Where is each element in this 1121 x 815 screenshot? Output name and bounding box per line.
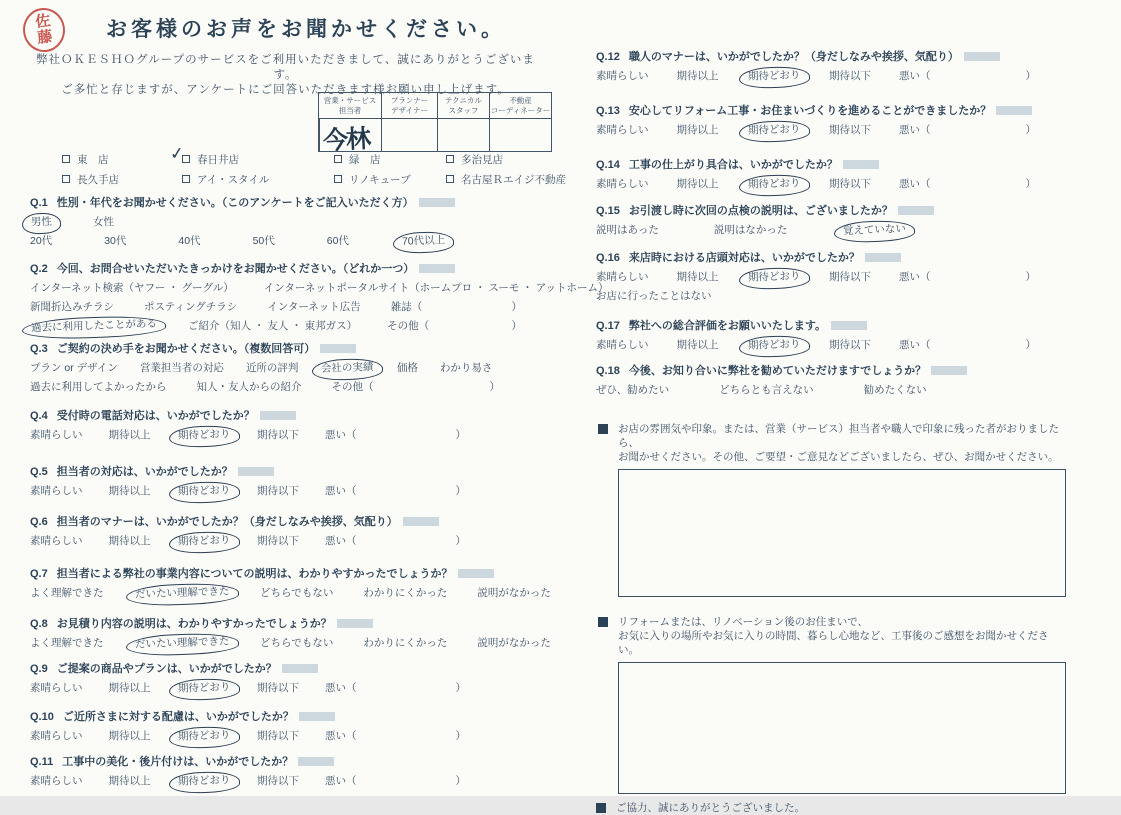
question-text: 性別・年代をお聞かせください。（このアンケートをご記入いただく方） <box>57 197 455 209</box>
option-row <box>596 383 1068 398</box>
option-circled: 期待どおり <box>738 66 809 89</box>
option: 期待以上 <box>676 271 719 283</box>
option-circled: だいたい理解できた <box>125 582 238 607</box>
option: ） <box>455 429 466 441</box>
option: 期待以下 <box>829 124 871 136</box>
option-row <box>30 774 466 789</box>
option-circled: 期待どおり <box>738 120 809 143</box>
option-row <box>596 289 1068 304</box>
staff-col-sales: 営業・サービス 担当者 <box>323 96 377 115</box>
option-row <box>30 215 545 230</box>
option: 期待以下 <box>829 271 871 283</box>
option: ） <box>455 485 466 497</box>
question-number: Q.5 <box>30 466 48 478</box>
store-option <box>168 143 334 167</box>
option: プラン or デザイン <box>30 362 118 374</box>
option: 素晴らしい <box>30 485 83 497</box>
question-number: Q.17 <box>596 320 620 332</box>
option: 20代 <box>30 235 53 247</box>
checkbox-icon <box>62 175 70 183</box>
option-row <box>596 123 1036 138</box>
question-number: Q.10 <box>30 711 54 723</box>
option: ） <box>455 775 466 787</box>
option: 40代 <box>178 235 201 247</box>
option: ） <box>489 381 500 393</box>
option: 説明はあった <box>596 224 659 236</box>
question-title <box>596 158 1068 173</box>
question-number: Q.11 <box>30 756 54 768</box>
option: 期待以上 <box>108 429 151 441</box>
question-title <box>30 515 545 530</box>
option-row <box>30 585 551 601</box>
option: 期待以上 <box>108 775 151 787</box>
option-circled: 期待どおり <box>168 678 239 701</box>
option-row <box>596 177 1036 192</box>
question-text: 来店時における店頭対応は、いかがでしたか？ <box>629 252 901 264</box>
option-row <box>30 729 466 744</box>
option: 期待以上 <box>676 124 719 136</box>
question-title <box>596 104 1068 119</box>
question <box>30 710 545 744</box>
option: 悪い（ <box>325 682 357 694</box>
question-text: 弊社への総合評価をお願いいたします。 <box>629 320 867 332</box>
option: 60代 <box>326 235 349 247</box>
comment-box-impressions <box>618 469 1066 597</box>
question-number: Q.1 <box>30 197 48 209</box>
question-title <box>596 204 1068 219</box>
question-text: 今後、お知り合いに弊社を勧めていただけますでしょうか？ <box>629 365 967 377</box>
option: ） <box>1025 271 1036 283</box>
option: 説明はなかった <box>713 224 788 236</box>
section-bullet-icon <box>596 803 606 813</box>
option-circled: 期待どおり <box>168 771 239 794</box>
option-row <box>596 270 1036 285</box>
question-title <box>30 196 545 211</box>
option-circled: 男性 <box>22 212 62 234</box>
option: ） <box>511 320 522 332</box>
comment-heading-2 <box>598 615 1068 657</box>
question-text: 職人のマナーは、いかがでしたか？（身だしなみや挨拶、気配り） <box>629 51 1000 63</box>
option: 素晴らしい <box>596 124 649 136</box>
footer-thanks <box>596 800 1068 815</box>
question-number: Q.7 <box>30 568 48 580</box>
option-circled: 期待どおり <box>168 425 239 448</box>
stamp-char-top: 佐 <box>34 12 52 31</box>
option: よく理解できた <box>30 637 104 649</box>
question <box>596 204 1068 238</box>
store-label: 名古屋Ｒエイジ不動産 <box>461 174 566 186</box>
question-title <box>30 617 545 632</box>
option-row <box>30 319 522 334</box>
option: 女性 <box>93 216 114 228</box>
option: 営業担当者の対応 <box>139 362 224 374</box>
option: 期待以上 <box>108 535 151 547</box>
intro-line-1: 弊社ＯＫＥＳＨＯグループのサービスをご利用いただきまして、誠にありがとうございます。 <box>36 54 535 81</box>
option: その他（ <box>331 381 374 393</box>
store-label: 緑 店 <box>349 154 381 166</box>
option: ） <box>455 682 466 694</box>
option-circled: 70代以上 <box>393 231 455 254</box>
comment-heading-1 <box>598 422 1068 464</box>
option: わかりにくかった <box>363 587 448 599</box>
question-number: Q.4 <box>30 410 48 422</box>
option: 新聞折込みチラシ <box>30 301 114 313</box>
question-text: ご近所さまに対する配慮は、いかがでしたか？ <box>63 711 335 723</box>
question-text: お見積り内容の説明は、わかりやすかったでしょうか？ <box>57 618 373 630</box>
staff-cell-realestate <box>489 118 551 151</box>
comment-box-after-works <box>618 662 1066 794</box>
option: 悪い（ <box>325 730 357 742</box>
comment-heading-1-text: お店の雰囲気や印象。または、営業（サービス）担当者や職人で印象に残った者がおりましたら、 お聞かせください。その他、ご要望・ご意見などございましたら、ぜひ、お聞かせください。 <box>618 423 1059 463</box>
question <box>596 364 1068 398</box>
question-title <box>596 364 1068 379</box>
store-option <box>182 172 334 187</box>
option: 期待以上 <box>676 70 719 82</box>
option: 悪い（ <box>899 339 931 351</box>
question <box>596 104 1068 138</box>
question <box>30 755 545 789</box>
question-text: ご契約の決め手をお聞かせください。（複数回答可） <box>57 343 357 355</box>
option-circled: 期待どおり <box>738 335 809 358</box>
question <box>30 617 551 651</box>
option: わかりにくかった <box>363 637 448 649</box>
question-number: Q.6 <box>30 516 48 528</box>
question-text: 担当者の対応は、いかがでしたか？ <box>57 466 274 478</box>
question-text: 担当者による弊社の事業内容についての説明は、わかりやすかったでしょうか？ <box>57 568 494 580</box>
option: 50代 <box>252 235 275 247</box>
option-circled: 期待どおり <box>168 726 239 749</box>
option-circled: 過去に利用したことがある <box>22 314 167 340</box>
store-label: 長久手店 <box>77 174 119 186</box>
option: 期待以下 <box>257 730 299 742</box>
store-option <box>334 152 446 167</box>
store-checkbox-grid <box>62 143 616 187</box>
option: インターネット検索（ヤフー ・ グーグル） <box>30 282 234 294</box>
right-questions <box>596 50 1068 398</box>
store-label: 東 店 <box>77 154 109 166</box>
option-row <box>30 281 609 296</box>
option: 説明がなかった <box>477 587 551 599</box>
option-circled: だいたい理解できた <box>125 632 238 657</box>
option: 悪い（ <box>899 124 931 136</box>
question <box>30 409 545 443</box>
option: 素晴らしい <box>30 682 83 694</box>
store-label: リノキューブ <box>349 174 411 186</box>
option-row <box>30 234 545 249</box>
question-number: Q.12 <box>596 51 620 63</box>
option: 素晴らしい <box>30 730 83 742</box>
option: 悪い（ <box>325 485 357 497</box>
option: ご紹介（知人 ・ 友人 ・ 東邦ガス） <box>188 320 358 332</box>
option: ） <box>1025 339 1036 351</box>
question-title <box>596 50 1068 65</box>
option: 悪い（ <box>325 429 357 441</box>
question-number: Q.3 <box>30 343 48 355</box>
option-row <box>30 380 500 395</box>
question-number: Q.14 <box>596 159 620 171</box>
staff-cell-sales <box>319 118 381 156</box>
option-circled: 期待どおり <box>738 174 809 197</box>
question <box>30 662 545 696</box>
question <box>30 465 545 499</box>
question-text: 安心してリフォーム工事・お住まいづくりを進めることができましたか？ <box>629 105 1032 117</box>
question-text: 工事中の美化・後片付けは、いかがでしたか？ <box>62 756 334 768</box>
option: どちらでもない <box>260 587 334 599</box>
option-row <box>30 681 466 696</box>
option: 素晴らしい <box>596 339 649 351</box>
checkbox-icon <box>334 175 342 183</box>
option-row <box>30 361 545 376</box>
option: ポスティングチラシ <box>144 301 238 313</box>
option: 素晴らしい <box>596 178 649 190</box>
option: ） <box>1025 124 1036 136</box>
question-number: Q.2 <box>30 263 48 275</box>
option: 素晴らしい <box>596 271 649 283</box>
question <box>596 251 1068 304</box>
option: 悪い（ <box>899 178 931 190</box>
option: 悪い（ <box>325 775 357 787</box>
staff-col-planner: プランナー デザイナー <box>381 93 437 118</box>
option: 価格 <box>396 362 418 374</box>
handwritten-staff-name: 今林 <box>322 124 370 156</box>
option-circled: 覚えていない <box>834 220 916 244</box>
store-label: 春日井店 <box>197 154 239 166</box>
question-number: Q.9 <box>30 663 48 675</box>
store-label: アイ・スタイル <box>197 174 270 186</box>
option: 悪い（ <box>899 70 931 82</box>
stamp-char-bottom: 藤 <box>36 28 54 47</box>
option: 期待以下 <box>829 70 871 82</box>
question-title <box>30 755 545 770</box>
option: 期待以下 <box>257 682 299 694</box>
intro-line-2: ご多忙と存じますが、アンケートにご回答いただきます様お願い申し上げます。 <box>61 84 510 96</box>
option: 雑誌（ <box>390 301 423 313</box>
question-text: 工事の仕上がり具合は、いかがでしたか？ <box>629 159 879 171</box>
store-option <box>446 172 616 187</box>
question-title <box>30 409 545 424</box>
question-number: Q.15 <box>596 205 620 217</box>
footer-thanks-text: ご協力、誠にありがとうございました。 <box>616 802 805 814</box>
option: お店に行ったことはない <box>596 290 712 302</box>
store-option <box>334 172 446 187</box>
option: 知人・友人からの紹介 <box>196 381 302 393</box>
option: 期待以上 <box>676 178 719 190</box>
option-row <box>30 534 466 549</box>
option: 素晴らしい <box>30 535 83 547</box>
question-column-right <box>596 50 1068 815</box>
question-title <box>30 567 545 582</box>
comment-section-impressions <box>598 422 1068 597</box>
question <box>30 196 545 249</box>
option: インターネット広告 <box>267 301 361 313</box>
option: よく理解できた <box>30 587 104 599</box>
question <box>30 515 545 549</box>
option: ） <box>1025 178 1036 190</box>
option: 期待以下 <box>257 485 299 497</box>
question <box>30 342 545 395</box>
option-row <box>596 338 1036 353</box>
option: ） <box>455 535 466 547</box>
option-circled: 期待どおり <box>738 267 809 290</box>
question-title <box>30 662 545 677</box>
option: 30代 <box>104 235 127 247</box>
question-title <box>30 262 545 277</box>
question-text: お引渡し時に次回の点検の説明は、ございましたか？ <box>629 205 934 217</box>
option: 素晴らしい <box>30 775 83 787</box>
option: ぜひ、勧めたい <box>596 384 670 396</box>
option: ） <box>511 301 522 313</box>
question-number: Q.8 <box>30 618 48 630</box>
option: 悪い（ <box>899 271 931 283</box>
checkbox-icon <box>62 155 70 163</box>
section-bullet-icon <box>598 424 608 434</box>
option: 過去に利用してよかったから <box>30 381 167 393</box>
staff-table <box>318 92 552 156</box>
option: ） <box>1025 70 1036 82</box>
option-circled: 会社の実績 <box>312 358 383 381</box>
option: 期待以下 <box>829 339 871 351</box>
option: インターネットポータルサイト（ホームプロ ・ スーモ ・ アットホーム） <box>263 282 609 294</box>
staff-cell-technical <box>437 118 489 151</box>
option: 期待以下 <box>257 535 299 547</box>
question-text: 今回、お問合せいただいたきっかけをお聞かせください。（どれか一つ） <box>57 263 456 275</box>
option: 悪い（ <box>325 535 357 547</box>
question-text: 受付時の電話対応は、いかがでしたか？ <box>57 410 296 422</box>
checkbox-icon <box>446 155 454 163</box>
store-option <box>446 152 616 167</box>
option: 近所の評判 <box>245 362 299 374</box>
option-row <box>30 484 466 499</box>
option: どちらでもない <box>260 637 334 649</box>
question <box>30 567 551 601</box>
question-number: Q.18 <box>596 365 620 377</box>
option: どちらとも言えない <box>719 384 814 396</box>
question-number: Q.16 <box>596 252 620 264</box>
staff-cell-planner <box>381 118 437 151</box>
option: わかり易さ <box>439 362 493 374</box>
checkbox-icon <box>182 175 190 183</box>
store-option <box>62 152 182 167</box>
option: 期待以上 <box>676 339 719 351</box>
option-row <box>30 428 466 443</box>
staff-col-technical: テクニカル スタッフ <box>437 93 489 118</box>
question-title <box>30 342 545 357</box>
option: 説明がなかった <box>477 637 551 649</box>
option-row <box>596 69 1036 84</box>
option: その他（ <box>387 320 430 332</box>
question-text: 担当者のマナーは、いかがでしたか？（身だしなみや挨拶、気配り） <box>57 516 439 528</box>
page-title: お客様のお声をお聞かせください。 <box>106 18 506 41</box>
question-title <box>596 251 1068 266</box>
option-row <box>30 300 522 315</box>
option-row <box>30 635 551 651</box>
option: 素晴らしい <box>30 429 83 441</box>
option: 勧めたくない <box>863 384 927 396</box>
option: 素晴らしい <box>596 70 649 82</box>
option: 期待以下 <box>257 775 299 787</box>
question <box>596 50 1068 84</box>
option: ） <box>455 730 466 742</box>
option: 期待以上 <box>108 682 151 694</box>
question <box>596 158 1068 192</box>
question-number: Q.13 <box>596 105 620 117</box>
comment-heading-2-text: リフォームまたは、リノベーション後のお住まいで、 お気に入りの場所やお気に入りの時間、暮らし心地など、工事後のご感想をお聞かせください。 <box>618 616 1049 656</box>
comment-section-after-works <box>598 615 1068 794</box>
question-text: ご提案の商品やプランは、いかがでしたか？ <box>57 663 318 675</box>
option: 期待以上 <box>108 485 151 497</box>
option: 期待以上 <box>108 730 151 742</box>
option-row <box>596 223 1068 238</box>
question-title <box>30 465 545 480</box>
option-circled: 期待どおり <box>168 481 239 504</box>
staff-col-realestate: 不動産 コーディネーター <box>489 93 551 118</box>
section-bullet-icon <box>598 617 608 627</box>
store-option <box>62 172 182 187</box>
question <box>596 319 1068 353</box>
option: 期待以下 <box>257 429 299 441</box>
store-label: 多治見店 <box>461 154 503 166</box>
question-title <box>30 710 545 725</box>
checkbox-icon <box>334 155 342 163</box>
hanko-stamp-icon <box>20 6 67 55</box>
checkbox-icon <box>446 175 454 183</box>
option-circled: 期待どおり <box>168 531 239 554</box>
question-title <box>596 319 1068 334</box>
handwritten-check-icon: ✓ <box>168 143 186 164</box>
option: 期待以下 <box>829 178 871 190</box>
